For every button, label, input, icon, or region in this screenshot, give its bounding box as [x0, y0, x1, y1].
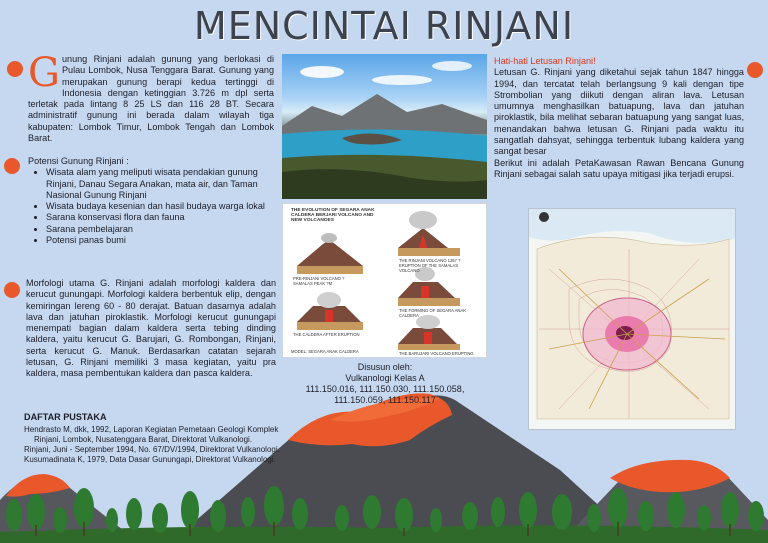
pustaka-section [24, 404, 286, 465]
potensi-list [40, 167, 274, 246]
diagram-4 [297, 292, 363, 330]
intro-text: unung Rinjani adalah gunung yang berlokasi di Pulau Lombok, Nusa Tenggara Barat. Gunung yang merupakan gunung berapi kedua tertinggi di Indonesia dengan ketinggian 3.726 m dpl serta terletak pada lintang 8 25 LS dan 116 28 BT. Secara administratif gunung ini berada dalam wilayah tiga kabupaten: Lombok Timur, Lombok Tengah dan Lombok Barat. [28, 54, 274, 144]
letusan-heading: Hati-hati Letusan Rinjani! [494, 56, 596, 66]
credits-group: Vulkanologi Kelas A [345, 373, 425, 383]
reference-text-cont: Rinjani, Lombok, Nusatenggara Barat, Direktorat Vulkanologi. [34, 435, 253, 445]
logo-emblem [539, 212, 549, 222]
orange-dot-potensi [4, 158, 20, 174]
pustaka-heading: DAFTAR PUSTAKA [24, 412, 107, 422]
figure-footer: MODEL: SEGARA ANAK CALDERA [291, 349, 359, 354]
letusan-text: Letusan G. Rinjani yang diketahui sejak tahun 1847 hingga 1994, dan tercatat telah berlangsung 9 kali dengan tipe Strombolian yang diikuti dengan aliran lava. Letusan umumnya menghasilkan batuapung, lava dan jatuhan piroklastik, bila melihat sebaran batuapung yang sangat luas, menandakan bahwa letusan G. Rinjani pada waktu itu sangatlah dahsyat, sehingga terbentuk lubang kaldera yang sangat besar [494, 67, 744, 157]
crater-lake-scene [282, 54, 487, 199]
list-item: • Sarana konservasi flora dan fauna [46, 212, 274, 223]
reference-item [24, 425, 286, 445]
figure-caption: THE RINJANI VOLCANO 1257 ? ERUPTION OF THE SAMALAS VOLCANO [399, 258, 461, 273]
potensi-heading: Potensi Gunung Rinjani : [28, 156, 129, 166]
page-title: MENCINTAI RINJANI [193, 4, 575, 48]
diagram-2 [398, 211, 460, 256]
list-item: • Sarana pembelajaran [46, 224, 274, 235]
crater-lake-photo [282, 54, 487, 199]
dropcap: G [28, 50, 60, 96]
credits-ids: 111.150.059, 111.150.117 [334, 395, 436, 405]
credits-label: Disusun oleh: [357, 362, 413, 372]
reference-text: Hendrasto M, dkk, 1992, Laporan Kegiatan Pemetaan Geologi Komplek [24, 425, 279, 435]
figure-caption: THE CALDERA AFTER ERUPTION [293, 332, 360, 337]
intro-paragraph [28, 50, 274, 144]
figure-caption: THE FORMING OF SEGARA ANAK CALDERA [399, 308, 467, 318]
potensi-section [28, 156, 274, 246]
caldera-evolution-figure [282, 203, 487, 358]
letusan-section [494, 56, 744, 180]
diagram-1 [297, 233, 363, 274]
figure-caption: THE BARUJARI VOLCANO ERUPTING [399, 351, 474, 356]
orange-dot-letusan [747, 62, 763, 78]
figure-title: THE EVOLUTION OF SEGARA ANAK CALDERA BERJARI VOLCANO AND NEW VOLCANOES [291, 208, 375, 223]
list-item: • Wisata budaya kesenian dan hasil budaya warga lokal [46, 201, 274, 212]
morfologi-paragraph: Morfologi utama G. Rinjani adalah morfologi kaldera dan kerucut gunungapi. Morfologi kaldera berbentuk elip, dengan kemiringan lereng 60 - 80 derajat. Batuan dasarnya adalah lava dan jatuhan piroklastik. Morfologi kerucut gunungapi menempati bagian dalam kaldera serta tebing dinding kaldera, yaitu kerucut G. Barujari, G. Rombongan, Rinjani, serta kerucut G. Manuk. Berdasarkan catatan sejarah letusan, G. Rinjani memiliki 3 masa kegiatan, yaitu pra kaldera, masa pembentukan kaldera dan pasca kaldera. [26, 278, 276, 379]
list-item: • Wisata alam yang meliputi wisata pendakian gunung Rinjani, Danau Segara Anakan, mata air, dan Taman Nasional Gunung Rinjani [46, 167, 274, 201]
list-item: • Potensi panas bumi [46, 235, 274, 246]
diagram-5 [398, 315, 460, 350]
reference-item: Kusumadinata K, 1979, Data Dasar Gunungapi, Direktorat Vulkanologi. [24, 455, 276, 465]
credits [300, 362, 470, 406]
orange-dot-morfologi [4, 282, 20, 298]
credits-ids: 111.150.016, 111.150.030, 111.150.058, [305, 384, 465, 394]
orange-dot-intro [7, 61, 23, 77]
letusan-text-2: Berikut ini adalah PetaKawasan Rawan Bencana Gunung Rinjani sebagai salah satu upaya mitigasi jika terjadi erupsi. [494, 157, 744, 179]
hazard-map-drawing [529, 209, 735, 429]
reference-item: Rinjani, Juni - September 1994, No. 67/DV/1994, Direktorat Vulkanologi. [24, 445, 280, 455]
figure-caption: PRE-RINJANI VOLCANO ? SAMALAS PEAK ?M [293, 276, 345, 286]
hazard-map [528, 208, 736, 430]
